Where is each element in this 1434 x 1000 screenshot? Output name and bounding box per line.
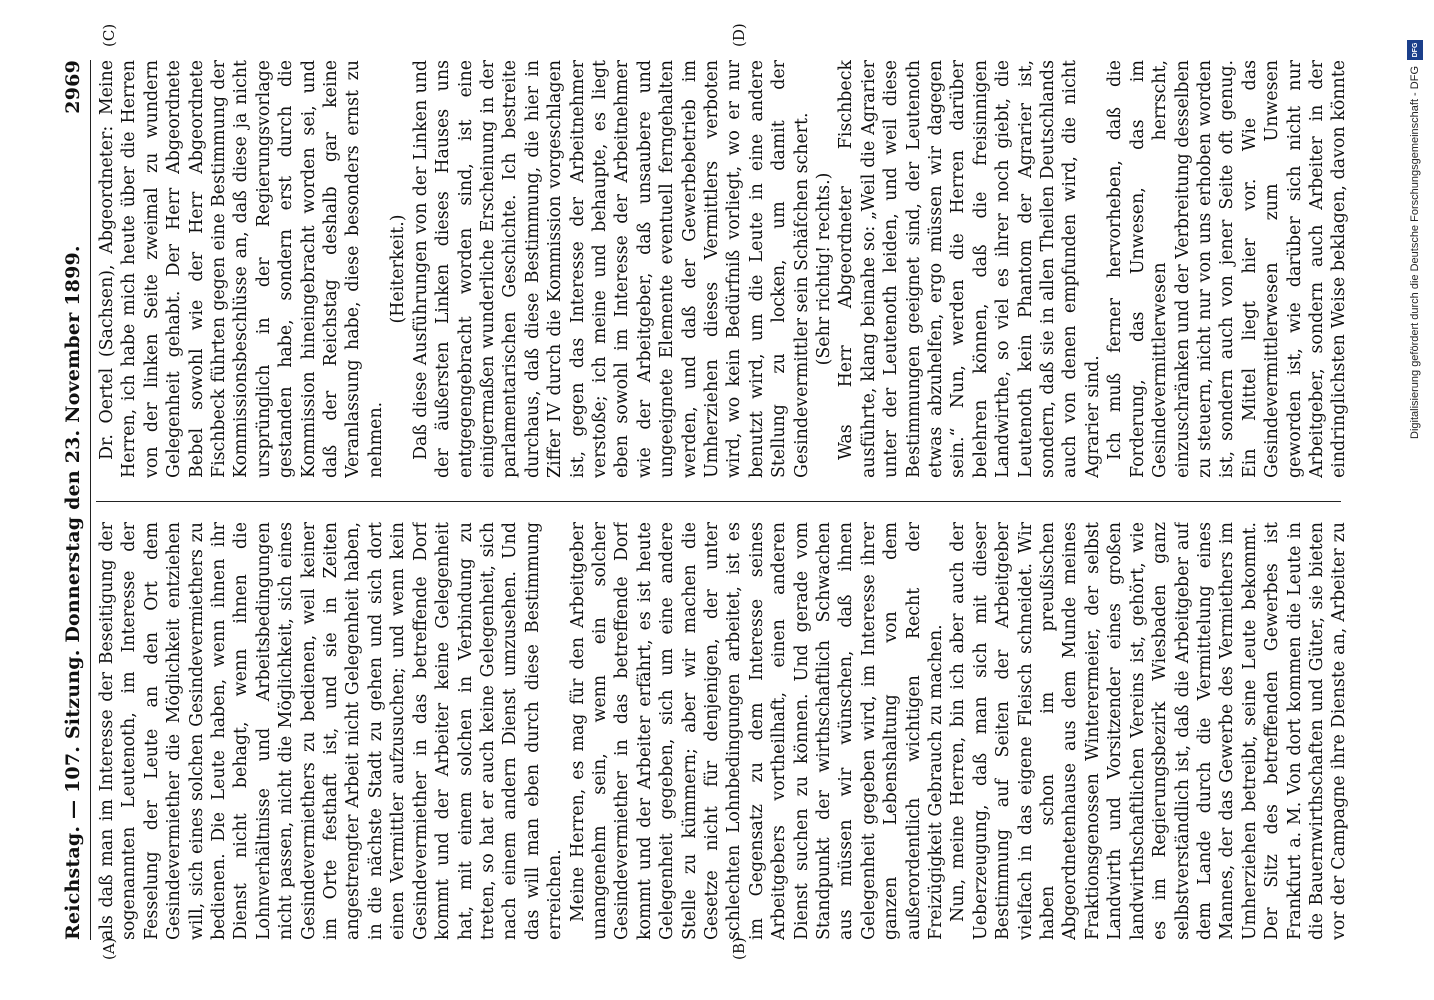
paragraph: Nun, meine Herren, bin ich aber auch der Ueberzeugung, daß man sich mit dieser Bestimmung auf Seiten der Arbeitgeber vielfach in das eigene Fleisch schneidet. Wir haben schon im preußischen Abgeordnetenhause aus dem Munde meines Fraktionsgenossen Winterermeier, der selbst Landwirth und Vorsitzender eines großen landwirthschaftlichen Vereins ist, gehört, wie es im Regierungsbezirk Wiesbaden ganz selbstverständlich ist, daß die Arbeitgeber auf dem Lande durch die Vermittelung eines Mannes, der das Gewerbe des Vermiethers im Umherziehen betreibt, seine Leute bekommt. Der Sitz des betreffenden Gewerbes ist Frankfurt a. M. Von dort kommen die Leute in die Bauernwirthschaften und Güter, sie bieten vor der Campagne ihre Dienste an, Arbeiter zu xyxy=(948,522,1350,940)
paragraph: Dr. Oertel (Sachsen), Abgeordneter: Meine Herren, ich habe mich heute über die Herren von der linken Seite zweimal zu wundern Gelegenheit gehabt. Der Herr Abgeordnete Bebel sowohl wie der Herr Abgeordnete Fischbeck führten gegen eine Bestimmung der Kommissionsbeschlüsse an, daß diese ja nicht ursprünglich in der Regierungsvorlage gestanden habe, sondern erst durch die Kommission hineingebracht worden sei, und daß der Reichstag deshalb gar keine Veranlassung habe, diese besonders ernst zu nehmen. xyxy=(97,60,386,478)
column-divider xyxy=(96,501,1341,502)
paragraph: als daß man im Interesse der Beseitigung der sogenannten Leutenoth, im Interesse der Fesselung der Leute an den Ort dem Gesindevermiether die Möglichkeit entziehen will, sich eines solchen Gesindevermiethers zu bedienen. Die Leute haben, wenn ihnen ihr Dienst nicht behagt, wenn ihnen die Lohnverhältnisse und Arbeitsbedingungen nicht passen, nicht die Möglichkeit, sich eines Gesindevermiethers zu bedienen, weil keiner im Orte festhaft ist, und sie in Zeiten angestrengter Arbeit nicht Gelegenheit haben, in die nächste Stadt zu gehen und sich dort einen Vermittler aufzusuchen; und wenn kein Gesindevermiether in das betreffende Dorf kommt und der Arbeiter keine Gelegenheit hat, mit einem solchen in Verbindung zu treten, so hat er auch keine Gelegenheit, sich nach einem andern Dienst umzusehen. Und das will man eben durch diese Bestimmung erreichen. xyxy=(97,522,566,940)
margin-marker-c: (C) xyxy=(100,23,118,47)
digitization-sidebar xyxy=(1405,40,1429,960)
paragraph: Daß diese Ausführungen von der Linken und der äußersten Linken dieses Hauses uns entgegengebracht worden sind, ist eine einigermaßen wunderliche Erscheinung in der parlamentarischen Geschichte. Ich bestreite durchaus, daß diese Bestimmung, die hier in Ziffer IV durch die Kommission vorgeschlagen ist, gegen das Interesse der Arbeitnehmer verstoße; ich meine und behaupte, es liegt eben sowohl im Interesse der Arbeitnehmer wie der Arbeitgeber, daß unsaubere und ungeeignete Elemente eventuell ferngehalten werden, und daß der Gewerbebetrieb im Umherziehen dieses Vermittlers verboten wird, wo kein Bedürfniß vorliegt, wo er nur benutzt wird, um die Leute in eine andere Stellung zu locken, um damit der Gesindevermittler sein Schäfchen schert. xyxy=(410,60,812,478)
paragraph: Ich muß ferner hervorheben, daß die Forderung, das Unwesen, das im Gesindevermittlerwesen herrscht, einzuschränken und der Verbreitung desselben zu steuern, nicht nur von uns erhoben worden ist, sondern auch von jener Seite oft genug. Ein Mittel liegt hier vor. Wie das Gesindevermittlerwesen zum Unwesen geworden ist, wie darüber sich nicht nur Arbeitgeber, sondern auch Arbeiter in der eindringlichsten Weise beklagen, davon könnte xyxy=(1105,60,1350,478)
margin-marker-a: (A) xyxy=(100,937,118,960)
digitization-note: Digitalisierung gefördert durch die Deutsche Forschungsgemeinschaft - DFG xyxy=(1409,66,1421,439)
right-column xyxy=(96,60,1351,478)
paragraph: Meine Herren, es mag für den Arbeitgeber unangenehm sein, wenn ein solcher Gesindevermiether in das betreffende Dorf kommt und der Arbeiter erfährt, es ist heute Gelegenheit gegeben, sich um eine andere Stelle zu kümmern; aber wir machen die Gesetze nicht für denjenigen, der unter schlechten Lohnbedingungen arbeitet, ist es im Gegensatz zu dem Interesse seines Arbeitgebers vortheilhaft, einen anderen Dienst suchen zu können. Und gerade vom Standpunkt der wirthschaftlich Schwachen aus müssen wir wünschen, daß ihnen Gelegenheit gegeben wird, im Interesse ihrer ganzen Lebenshaltung von dem außerordentlich wichtigen Recht der Freizügigkeit Gebrauch zu machen. xyxy=(567,522,947,940)
page-header xyxy=(56,60,90,940)
margin-marker-b: (B) xyxy=(730,937,748,960)
left-column xyxy=(96,522,1351,940)
header-rule xyxy=(90,60,91,940)
margin-marker-d: (D) xyxy=(730,23,748,47)
interjection: (Heiterkeit.) xyxy=(388,214,409,324)
running-title: Reichstag. — 107. Sitzung. Donnerstag den 23. November 1899. xyxy=(62,245,84,940)
interjection: (Sehr richtig! rechts.) xyxy=(814,172,834,366)
paragraph: Was Herr Abgeordneter Fischbeck ausführte, klang beinahe so: „Weil die Agrarier unter der Leutenoth leiden, und weil diese Bestimmungen geeignet sind, der Leutenoth etwas abzuhelfen, ergo müssen wir dagegen sein.“ Nun, werden die Herren darüber belehren können, daß die freisinnigen Landwirthe, so viel es ihrer noch giebt, die Leutenoth kein Phantom der Agrarier ist, sondern, daß sie in allen Theilen Deutschlands auch von denen empfunden wird, die nicht Agrarier sind. xyxy=(836,60,1103,478)
dfg-logo-icon: DFG xyxy=(1407,40,1423,60)
page-number: 2969 xyxy=(62,60,84,114)
